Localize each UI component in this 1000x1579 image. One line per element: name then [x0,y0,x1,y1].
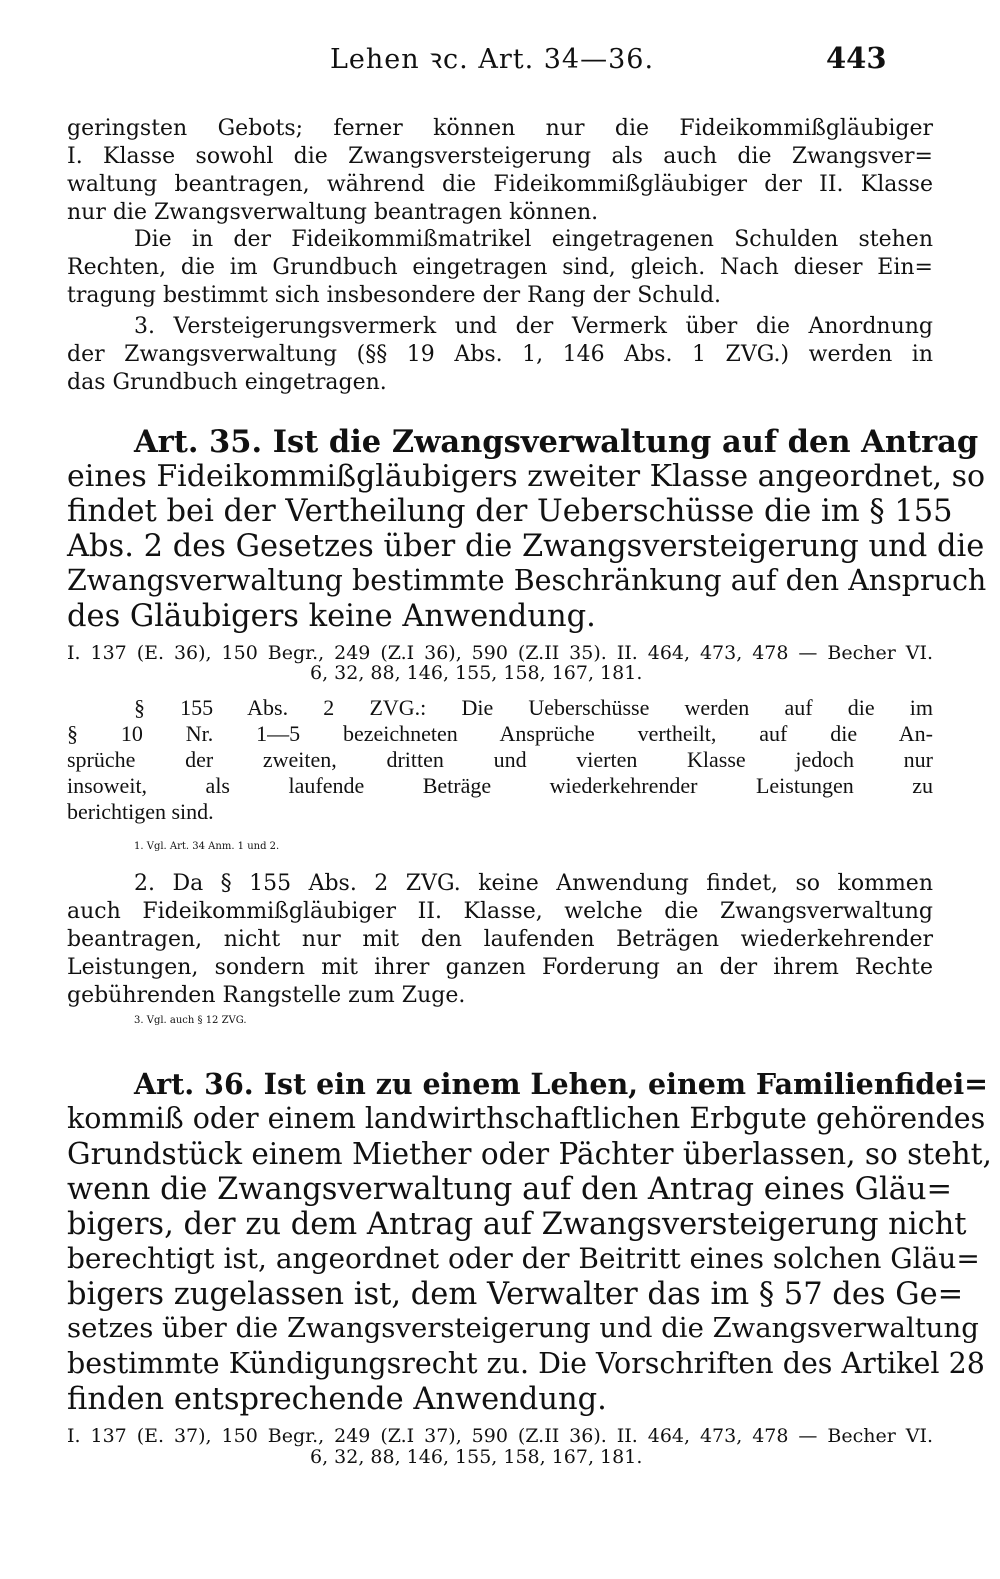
article-36-references-cont: 6, 32, 88, 146, 155, 158, 167, 181. [310,1446,643,1468]
article-36-line: bestimmte Kündigungsrecht zu. Die Vorschriften des Artikel 28 [67,1347,985,1380]
note-line: geringsten Gebots; ferner können nur die Fideikommißgläubiger [67,116,933,141]
zvg-155-quote-line: § 155 Abs. 2 ZVG.: Die Ueberschüsse werden auf die im [134,695,933,720]
article-36-references: I. 137 (E. 37), 150 Begr., 249 (Z.I 37), 590 (Z.II 36). II. 464, 473, 478 — Becher VI. [67,1425,933,1447]
note-line: I. Klasse sowohl die Zwangsversteigerung als auch die Zwangsver= [67,144,933,169]
note-line: tragung bestimmt sich insbesondere der Rang der Schuld. [67,283,722,308]
article-36-line: finden entsprechende Anwendung. [67,1382,607,1417]
article-35-line: Abs. 2 des Gesetzes über die Zwangsversteigerung und die [67,529,985,564]
note-2-line: 2. Da § 155 Abs. 2 ZVG. keine Anwendung findet, so kommen [134,871,933,896]
article-35-line: eines Fideikommißgläubigers zweiter Klasse angeordnet, so [67,459,986,494]
article-35-line: findet bei der Vertheilung der Ueberschüsse die im § 155 [67,494,953,529]
zvg-155-quote-line: § 10 Nr. 1—5 bezeichneten Ansprüche vertheilt, auf die An- [67,721,933,746]
article-36-line: wenn die Zwangsverwaltung auf den Antrag eines Gläu= [67,1172,953,1207]
article-35-references-cont: 6, 32, 88, 146, 155, 158, 167, 181. [310,662,643,684]
article-36-line: berechtigt ist, angeordnet oder der Beitritt eines solchen Gläu= [67,1242,980,1275]
note-2-line: auch Fideikommißgläubiger II. Klasse, welche die Zwangsverwaltung [67,899,933,924]
note-3: 3. Vgl. auch § 12 ZVG. [134,1015,247,1026]
article-36-line: bigers, der zu dem Antrag auf Zwangsversteigerung nicht [67,1207,967,1242]
article-35-references: I. 137 (E. 36), 150 Begr., 249 (Z.I 36), 590 (Z.II 35). II. 464, 473, 478 — Becher VI. [67,642,933,664]
note-line: waltung beantragen, während die Fideikommißgläubiger der II. Klasse [67,172,933,197]
note-2-line: gebührenden Rangstelle zum Zuge. [67,983,466,1008]
article-35-line: des Gläubigers keine Anwendung. [67,599,596,634]
article-35-line: Zwangsverwaltung bestimmte Beschränkung auf den Anspruch [67,564,987,597]
note-line: der Zwangsverwaltung (§§ 19 Abs. 1, 146 Abs. 1 ZVG.) werden in [67,342,933,367]
article-36-line: bigers zugelassen ist, dem Verwalter das im § 57 des Ge= [67,1277,964,1312]
page-number: 443 [826,41,887,75]
zvg-155-quote-line: insoweit, als laufende Beträge wiederkehrender Leistungen zu [67,773,933,798]
note-line: nur die Zwangsverwaltung beantragen können. [67,200,599,225]
article-36-heading-line: Art. 36. Ist ein zu einem Lehen, einem Familienfidei= [134,1067,989,1101]
note-line: Rechten, die im Grundbuch eingetragen sind, gleich. Nach dieser Ein= [67,255,933,280]
article-35-heading-line: Art. 35. Ist die Zwangsverwaltung auf den Antrag [134,424,979,460]
zvg-155-quote-line: sprüche der zweiten, dritten und vierten Klasse jedoch nur [67,747,933,772]
note-line: das Grundbuch eingetragen. [67,370,387,395]
note-line: Die in der Fideikommißmatrikel eingetragenen Schulden stehen [134,227,933,252]
article-36-line: kommiß oder einem landwirthschaftlichen Erbgute gehörendes [67,1102,986,1135]
note-1: 1. Vgl. Art. 34 Anm. 1 und 2. [134,841,280,852]
note-line: 3. Versteigerungsvermerk und der Vermerk über die Anordnung [134,314,933,339]
article-36-line: setzes über die Zwangsversteigerung und die Zwangsverwaltung [67,1312,979,1344]
running-head-title: Lehen ꝛc. Art. 34—36. [330,44,655,75]
article-36-line: Grundstück einem Miether oder Pächter überlassen, so steht, [67,1137,992,1171]
note-2-line: beantragen, nicht nur mit den laufenden Beträgen wiederkehrender [67,927,933,952]
zvg-155-quote-line: berichtigen sind. [67,799,214,824]
note-2-line: Leistungen, sondern mit ihrer ganzen Forderung an der ihrem Rechte [67,955,933,980]
